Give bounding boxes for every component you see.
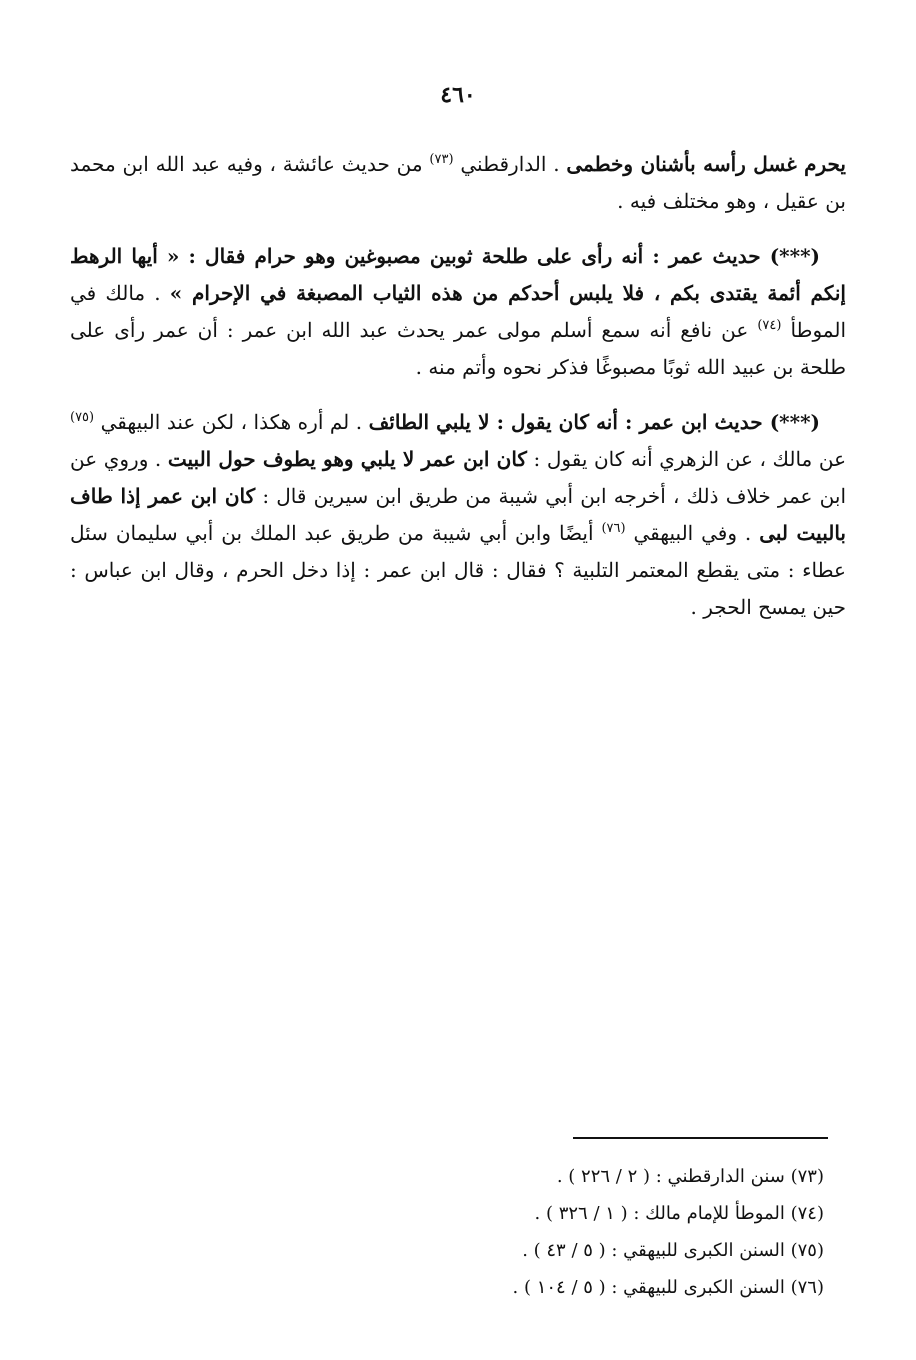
bold-phrase: كان ابن عمر إذا طاف بالبيت لبى — [70, 484, 846, 545]
footnote-ref-73[interactable]: (٧٣) — [429, 152, 454, 167]
text-run: عن مالك ، عن الزهري أنه كان يقول : — [526, 447, 847, 471]
bold-phrase: كان ابن عمر لا يلبي وهو يطوف حول البيت — [167, 447, 527, 471]
text-run: . مالك في الموطأ — [70, 281, 847, 342]
footnotes — [324, 1158, 824, 1306]
paragraph-2 — [70, 238, 846, 386]
paragraph-3 — [70, 404, 846, 626]
text-run: . الدارقطني — [453, 152, 567, 176]
text-run: . وروي عن ابن عمر خلاف ذلك ، أخرجه ابن أبي شيبة من طريق ابن سيرين قال : — [70, 447, 847, 508]
footnote-divider — [573, 1137, 828, 1139]
footnote-75: (٧٥) السنن الكبرى للبيهقي : ( ٥ / ٤٣ ) . — [522, 1240, 824, 1261]
footnote-76: (٧٦) السنن الكبرى للبيهقي : ( ٥ / ١٠٤ ) . — [512, 1277, 824, 1298]
footnote-ref-76[interactable]: (٧٦) — [601, 521, 626, 536]
text-run: . لم أره هكذا ، لكن عند البيهقي — [94, 410, 369, 434]
page-number: ٤٦٠ — [440, 82, 476, 108]
bold-phrase: حديث عمر : أنه رأى على طلحة ثوبين مصبوغين وهو حرام فقال : « أيها الرهط إنكم أئمة يقتدى بكم ، فلا يلبس أحدكم من هذه الثياب المصبغة في الإحرام » — [70, 244, 846, 305]
section-marker: (***) — [769, 410, 820, 434]
section-marker: (***) — [769, 244, 820, 268]
footnote-73: (٧٣) سنن الدارقطني : ( ٢ / ٢٢٦ ) . — [556, 1166, 824, 1187]
footnote-ref-75[interactable]: (٧٥) — [70, 410, 95, 425]
text-run: . وفي البيهقي — [625, 521, 760, 545]
text-run: أيضًا وابن أبي شيبة من طريق عبد الملك بن أبي سليمان سئل عطاء : متى يقطع المعتمر التلبية ؟ فقال : قال ابن عمر : إذا دخل الحرم ، وقال ابن عباس : حين يمسح الحجر . — [70, 521, 846, 619]
text-run: عن نافع أنه سمع أسلم مولى عمر يحدث عبد الله ابن عمر : أن عمر رأى على طلحة بن عبيد الله ثوبًا مصبوغًا فذكر نحوه وأتم منه . — [70, 318, 846, 379]
main-text — [70, 146, 846, 644]
text-run: من حديث عائشة ، وفيه عبد الله ابن محمد بن عقيل ، وهو مختلف فيه . — [70, 152, 846, 213]
paragraph-1 — [70, 146, 846, 220]
bold-phrase: يحرم غسل رأسه بأشنان وخطمى — [566, 152, 846, 176]
footnote-74: (٧٤) الموطأ للإمام مالك : ( ١ / ٣٢٦ ) . — [534, 1203, 824, 1224]
footnote-ref-74[interactable]: (٧٤) — [757, 318, 782, 333]
bold-phrase: حديث ابن عمر : أنه كان يقول : لا يلبي الطائف — [368, 410, 770, 434]
